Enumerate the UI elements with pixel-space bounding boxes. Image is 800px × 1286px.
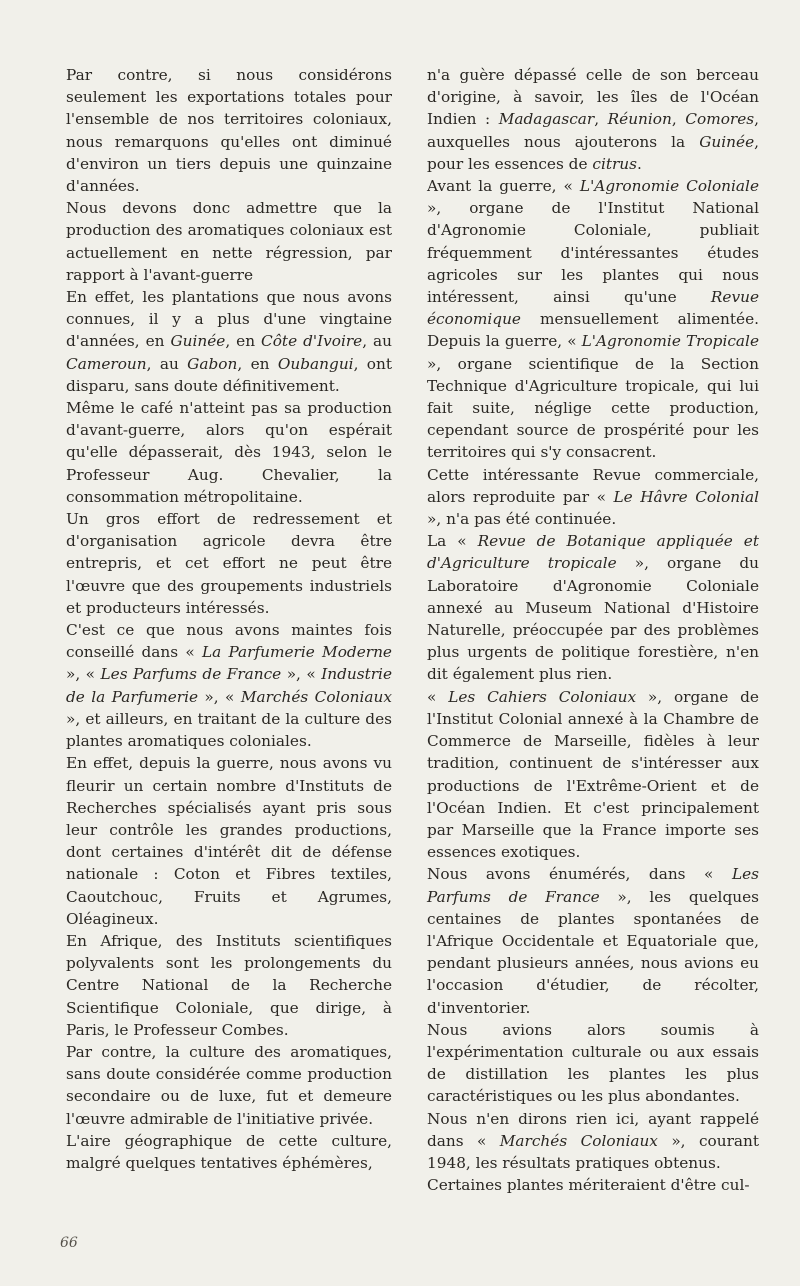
paragraph: Nous avons énumérés, dans « Les Parfums de France », les quelques centaines de plantes spontanées de l'Afrique Occidentale et Equatoriale que, pendant plusieurs années, nous avions eu l'occasion d'étudier, de récolter, d'inventorier. bbox=[427, 865, 759, 1017]
right-text-column bbox=[427, 64, 759, 1196]
paragraph: Nous n'en dirons rien ici, ayant rappelé dans « Marchés Coloniaux », courant 1948, les résultats pratiques obtenus. bbox=[427, 1109, 759, 1172]
paragraph: Un gros effort de redressement et d'organisation agricole devra être entrepris, et cet effort ne peut être l'œuvre que des groupements industriels et producteurs intéressés. bbox=[66, 510, 392, 617]
paragraph: C'est ce que nous avons maintes fois conseillé dans « La Parfumerie Moderne », « Les Parfums de France », « Industrie de la Parfumerie », « Marchés Coloniaux », et ailleurs, en traitant de la culture des plantes aromatiques coloniales. bbox=[66, 621, 393, 751]
paragraph: Certaines plantes mériteraient d'être cul- bbox=[427, 1176, 750, 1195]
left-text-column bbox=[66, 64, 392, 1174]
paragraph: L'aire géographique de cette culture, malgré quelques tentatives éphémères, bbox=[66, 1131, 392, 1172]
paragraph: En Afrique, des Instituts scientifiques polyvalents sont les prolongements du Centre National de la Recherche Scientifique Coloniale, que dirige, à Paris, le Professeur Combes. bbox=[66, 931, 392, 1039]
paragraph: « Les Cahiers Coloniaux », organe de l'Institut Colonial annexé à la Chambre de Commerce de Marseille, fidèles à leur tradition, continuent de s'intéresser aux productions de l'Extrême-Orient et de l'Océan Indien. Et c'est principalement par Marseille que la France importe ses essences exotiques. bbox=[427, 687, 759, 862]
paragraph: En effet, depuis la guerre, nous avons vu fleurir un certain nombre d'Instituts de Recherches spécialisés ayant pris sous leur contrôle les grandes productions, dont certaines d'intérêt dit de défense nationale : Coton et Fibres textiles, Caoutchouc, Fruits et Agrumes, Oléagineux. bbox=[66, 754, 392, 928]
paragraph: Par contre, si nous considérons seulement les exportations totales pour l'ensemble de nos territoires coloniaux, nous remarquons qu'elles ont diminué d'environ un tiers depuis une quinzaine d'années. bbox=[66, 66, 392, 196]
paragraph: Même le café n'atteint pas sa production d'avant-guerre, alors qu'on espérait qu'elle dépasserait, dès 1943, selon le Professeur Aug. Chevalier, la consommation métropolitaine. bbox=[66, 399, 392, 506]
paragraph: Nous avions alors soumis à l'expérimentation culturale ou aux essais de distillation les plantes les plus caractéristiques ou les plus abondantes. bbox=[427, 1020, 759, 1106]
paragraph: Nous devons donc admettre que la production des aromatiques coloniaux est actuellement en nette régression, par rapport à l'avant-guerre bbox=[66, 199, 392, 284]
page-number: 66 bbox=[60, 1235, 78, 1251]
paragraph: n'a guère dépassé celle de son berceau d'origine, à savoir, les îles de l'Océan Indien : Madagascar, Réunion, Comores, auxquelles nous ajouterons la Guinée, pour les essences de citrus. bbox=[427, 66, 759, 173]
paragraph: Par contre, la culture des aromatiques, sans doute considérée comme production secondaire ou de luxe, fut et demeure l'œuvre admirable de l'initiative privée. bbox=[66, 1042, 392, 1128]
paragraph: En effet, les plantations que nous avons connues, il y a plus d'une vingtaine d'années, en Guinée, en Côte d'Ivoire, au Cameroun, au Gabon, en Oubangui, ont disparu, sans doute définitivement. bbox=[66, 288, 393, 395]
paragraph: Avant la guerre, « L'Agronomie Coloniale », organe de l'Institut National d'Agronomie Coloniale, publiait fréquemment d'intéressantes études agricoles sur les plantes qui nous intéressent, ainsi qu'une Revue économique mensuellement alimentée. Depuis la guerre, « L'Agronomie Tropicale », organe scientifique de la Section Technique d'Agriculture tropicale, qui lui fait suite, néglige cette production, cependant source de prospérité pour les territoires qui s'y consacrent. bbox=[427, 177, 759, 462]
paragraph: Cette intéressante Revue commerciale, alors reproduite par « Le Hâvre Colonial », n'a pas été continuée. bbox=[427, 465, 759, 529]
paragraph: La « Revue de Botanique appliquée et d'Agriculture tropicale », organe du Laboratoire d'Agronomie Coloniale annexé au Museum National d'Histoire Naturelle, préoccupée par des problèmes plus urgents de politique forestière, n'en dit également plus rien. bbox=[427, 532, 759, 684]
